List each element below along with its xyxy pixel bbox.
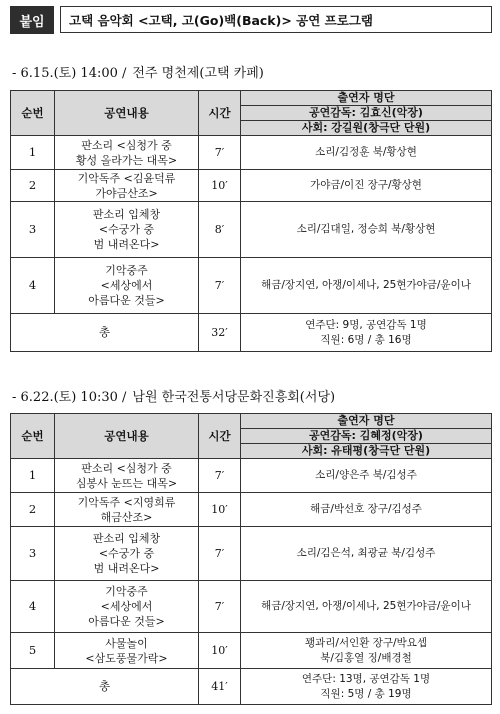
row-performers: 소리/김정훈 북/황상현 (241, 136, 492, 170)
row-time: 10′ (199, 633, 241, 669)
table-row (11, 170, 492, 202)
row-no: 3 (11, 202, 55, 258)
total-row (11, 314, 492, 352)
table-row (11, 493, 492, 527)
row-time: 7′ (199, 136, 241, 170)
row-performers: 해금/장지연, 아쟁/이세나, 25현가야금/윤이나 (241, 581, 492, 633)
col-header-performers (241, 414, 492, 459)
table-header-row (11, 91, 492, 136)
row-performers: 소리/양은주 북/김성주 (241, 459, 492, 493)
col-header-time: 시간 (199, 91, 241, 136)
event-2-mc: 사회: 유태평(창극단 단원) (301, 444, 431, 457)
table-row (11, 258, 492, 314)
row-performers: 꽹과리/서인환 장구/박요셉 북/김홍열 징/배경철 (241, 633, 492, 669)
row-no: 4 (11, 258, 55, 314)
row-performers: 소리/김대일, 정승희 북/황상현 (241, 202, 492, 258)
row-time: 7′ (199, 581, 241, 633)
event-1-venue: 전주 명천제(고택 카페) (132, 66, 264, 81)
event-1-heading (12, 62, 264, 81)
col-header-performers (241, 91, 492, 136)
row-no: 1 (11, 459, 55, 493)
event-2-table (10, 413, 492, 705)
event-1-date: - 6.15.(토) 14:00 / (12, 66, 127, 81)
table-row (11, 527, 492, 581)
col-header-no: 순번 (11, 91, 55, 136)
document-title: 고택 음악회 <고택, 고(Go)백(Back)> 공연 프로그램 (60, 6, 492, 33)
row-program: 판소리 입체창 <수궁가 중 범 내려온다> (55, 202, 199, 258)
total-time: 41′ (199, 669, 241, 705)
col-header-time: 시간 (199, 414, 241, 459)
total-label: 총 (11, 669, 199, 705)
event-2-venue: 남원 한국전통서당문화진흥회(서당) (132, 390, 336, 405)
event-1-mc: 사회: 강길원(창극단 단원) (301, 121, 431, 134)
row-time: 7′ (199, 459, 241, 493)
row-program: 판소리 입체창 <수궁가 중 범 내려온다> (55, 527, 199, 581)
event-2-director: 공연감독: 김혜정(악장) (241, 429, 491, 444)
total-summary: 연주단: 9명, 공연감독 1명 직원: 6명 / 총 16명 (241, 314, 492, 352)
table-row (11, 459, 492, 493)
row-no: 3 (11, 527, 55, 581)
col-header-program: 공연내용 (55, 91, 199, 136)
total-summary: 연주단: 13명, 공연감독 1명 직원: 5명 / 총 19명 (241, 669, 492, 705)
row-program: 판소리 <심청가 중 심봉사 눈뜨는 대목> (55, 459, 199, 493)
col-header-no: 순번 (11, 414, 55, 459)
row-performers: 해금/장지연, 아쟁/이세나, 25현가야금/윤이나 (241, 258, 492, 314)
row-performers: 해금/박선호 장구/김성주 (241, 493, 492, 527)
event-2-heading (12, 386, 335, 405)
row-program: 사물놀이 <삼도풍물가락> (55, 633, 199, 669)
row-time: 7′ (199, 527, 241, 581)
performers-label: 출연자 명단 (241, 91, 491, 106)
row-program: 기악중주 <세상에서 아름다운 것들> (55, 258, 199, 314)
row-time: 7′ (199, 258, 241, 314)
row-time: 8′ (199, 202, 241, 258)
row-no: 5 (11, 633, 55, 669)
row-program: 기악독주 <지영희류 해금산조> (55, 493, 199, 527)
col-header-program: 공연내용 (55, 414, 199, 459)
table-row (11, 581, 492, 633)
performers-label: 출연자 명단 (241, 414, 491, 429)
total-time: 32′ (199, 314, 241, 352)
event-1-director: 공연감독: 김효신(악장) (241, 106, 491, 121)
row-program: 판소리 <심청가 중 황성 올라가는 대목> (55, 136, 199, 170)
row-no: 2 (11, 493, 55, 527)
row-program: 기악독주 <김윤덕류 가야금산조> (55, 170, 199, 202)
event-2-date: - 6.22.(토) 10:30 / (12, 390, 127, 405)
table-row (11, 633, 492, 669)
table-row (11, 136, 492, 170)
event-1-table (10, 90, 492, 352)
table-header-row (11, 414, 492, 459)
row-no: 4 (11, 581, 55, 633)
table-row (11, 202, 492, 258)
attachment-badge: 붙임 (10, 6, 54, 34)
row-no: 2 (11, 170, 55, 202)
row-program: 기악중주 <세상에서 아름다운 것들> (55, 581, 199, 633)
total-row (11, 669, 492, 705)
row-time: 10′ (199, 170, 241, 202)
row-time: 10′ (199, 493, 241, 527)
row-no: 1 (11, 136, 55, 170)
document-header (10, 6, 492, 34)
row-performers: 가야금/이진 장구/황상현 (241, 170, 492, 202)
total-label: 총 (11, 314, 199, 352)
row-performers: 소리/김은석, 최광균 북/김성주 (241, 527, 492, 581)
